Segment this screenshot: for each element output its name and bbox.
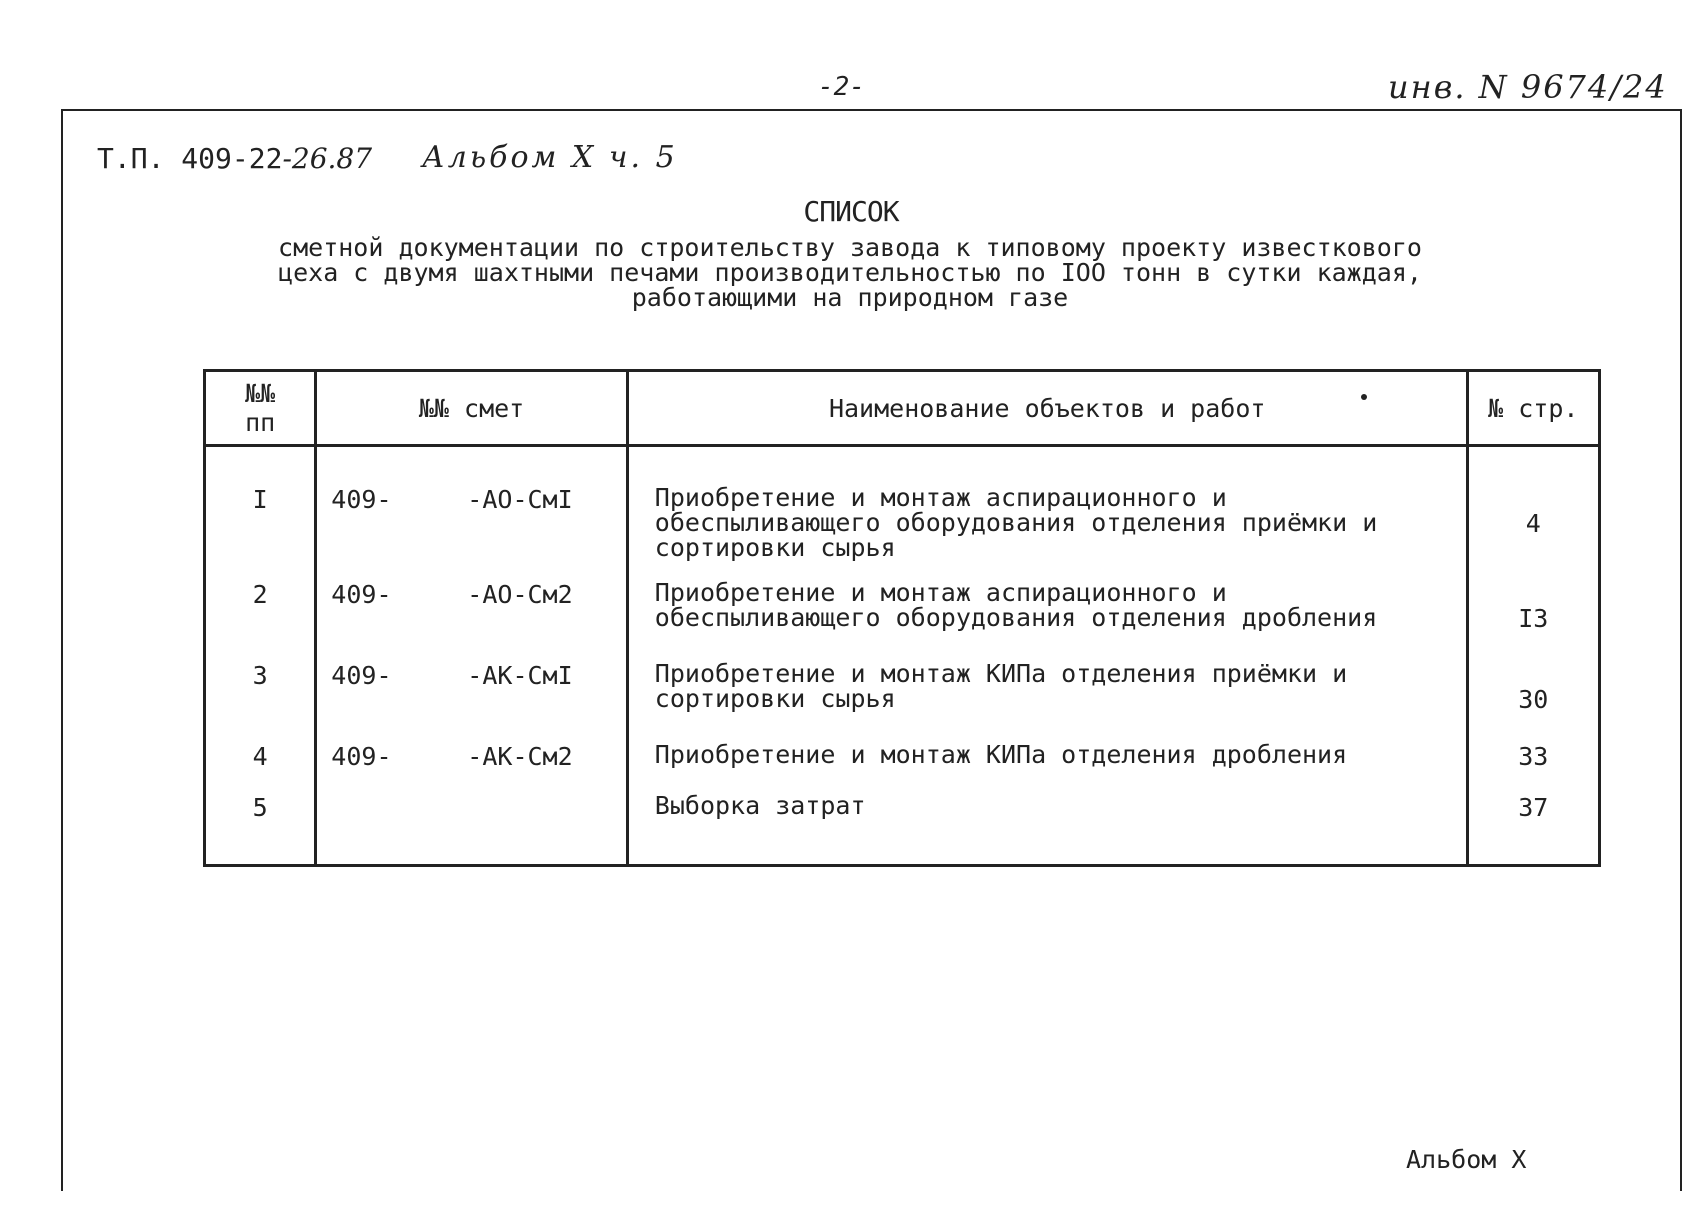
row-smeta: 409- -АК-СмI: [316, 651, 628, 732]
table-row: [205, 446, 1600, 571]
table-row: [205, 732, 1600, 783]
estimates-table: [203, 369, 1601, 867]
row-num: 2: [205, 570, 316, 651]
row-name: Приобретение и монтаж КИПа отделения приёмки и сортировки сырья: [627, 651, 1467, 732]
doc-code: [97, 142, 372, 175]
document-subtitle: [250, 235, 1450, 310]
table-header-row: [205, 371, 1600, 446]
table-row: [205, 783, 1600, 866]
row-name: Приобретение и монтаж аспирационного и обеспыливающего оборудования отделения дробления: [627, 570, 1467, 651]
page-number: -2-: [818, 72, 865, 102]
subtitle-line: цеха с двумя шахтными печами производительностью по IOO тонн в сутки каждая,: [278, 258, 1422, 287]
row-smeta: 409- -АО-См2: [316, 570, 628, 651]
header-smeta: №№ смет: [316, 371, 628, 446]
table-row: [205, 570, 1600, 651]
row-page: I3: [1467, 570, 1599, 651]
subtitle-line: сметной документации по строительству завода к типовому проекту известкового: [278, 233, 1422, 262]
document-title: СПИСОК: [803, 195, 899, 228]
subtitle-line: работающими на природном газе: [631, 283, 1069, 312]
header-page: № стр.: [1467, 371, 1599, 446]
header-name: Наименование объектов и работ: [627, 371, 1467, 446]
table-row: [205, 651, 1600, 732]
row-smeta: 409- -АО-СмI: [316, 446, 628, 571]
row-name: Выборка затрат: [627, 783, 1467, 866]
row-num: 4: [205, 732, 316, 783]
doc-code-handwritten: -26.87: [282, 142, 373, 175]
row-page: 4: [1467, 446, 1599, 571]
row-smeta: [316, 783, 628, 866]
doc-code-prefix: Т.П. 409-22: [97, 142, 283, 175]
inventory-note: инв. N 9674/24: [1388, 68, 1668, 106]
row-smeta: 409- -АК-См2: [316, 732, 628, 783]
album-handwritten: Альбом X ч. 5: [422, 140, 678, 175]
row-num: I: [205, 446, 316, 571]
footer-album: Альбом X: [1406, 1145, 1527, 1174]
row-name: Приобретение и монтаж аспирационного и обеспыливающего оборудования отделения приёмки и сортировки сырья: [627, 446, 1467, 571]
row-num: 5: [205, 783, 316, 866]
row-num: 3: [205, 651, 316, 732]
row-page: 37: [1467, 783, 1599, 866]
row-name: Приобретение и монтаж КИПа отделения дробления: [627, 732, 1467, 783]
row-page: 30: [1467, 651, 1599, 732]
row-page: 33: [1467, 732, 1599, 783]
header-num: №№ пп: [205, 371, 316, 446]
